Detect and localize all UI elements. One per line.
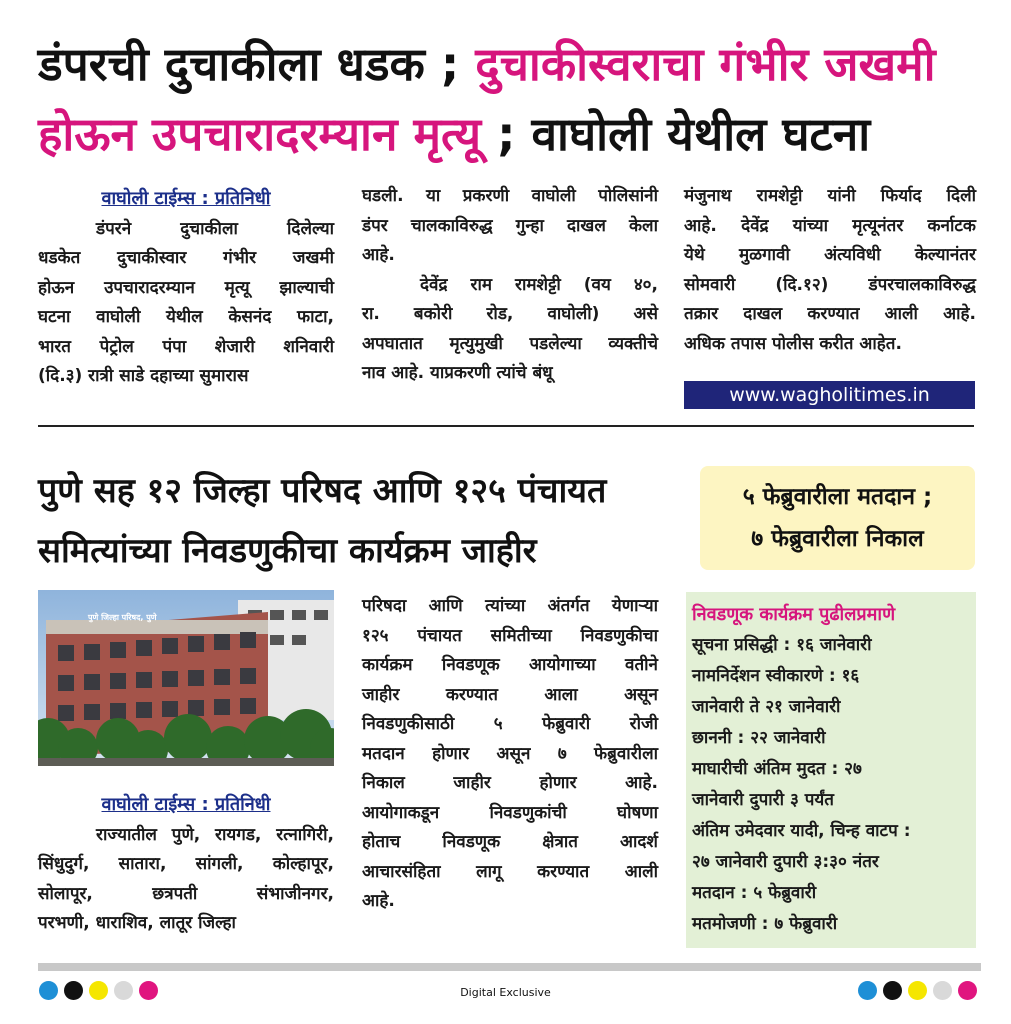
headline-pink-part: दुचाकीस्वराचा गंभीर जखमी [475,37,936,91]
registration-color-dot [958,981,977,1000]
text-line: परभणी, धाराशिव, लातूर जिल्हा [38,913,236,933]
headline-black-part: डंपरची दुचाकीला धडक ; [38,37,460,91]
text-line: सोलापूर, छत्रपती संभाजीनगर, [38,883,334,904]
story1-byline: वाघोली टाईम्स : प्रतिनिधी [101,188,271,209]
registration-color-dot [64,981,83,1000]
text-line: निवडणुकीसाठी ५ फेब्रुवारी रोजी [362,714,658,734]
website-url[interactable]: www.wagholitimes.in [729,384,930,406]
text-line: कार्यक्रम निवडणूक आयोगाच्या वतीने [362,655,658,675]
text-line: मतदान होणार असून ७ फेब्रुवारीला [362,743,658,764]
text-line: आहे. [362,245,395,265]
registration-color-dot [858,981,877,1000]
bottom-rule [38,963,981,971]
voting-date-highlight: ५ फेब्रुवारीला मतदान ; [742,484,933,510]
result-highlight-box [700,466,975,570]
text-line: आचारसंहिता लागू करण्यात आली [362,861,658,882]
schedule-line: अंतिम उमेदवार यादी, चिन्ह वाटप : [692,821,911,841]
text-line: डंपरने दुचाकीला दिलेल्या [96,218,334,239]
text-line: भारत पेट्रोल पंपा शेजारी शनिवारी [38,336,334,357]
text-line: (दि.३) रात्री साडे दहाच्या सुमारास [38,366,249,386]
story1-headline-line1 [38,34,936,94]
schedule-line: जानेवारी दुपारी ३ पर्यंत [692,790,834,810]
story1-headline-line2 [38,104,870,164]
registration-color-dot [883,981,902,1000]
text-line: अपघातात मृत्युमुखी पडलेल्या व्यक्तीचे [362,333,658,354]
text-line: आहे. [362,891,395,911]
registration-color-dot [933,981,952,1000]
zilla-parishad-building-photo [38,590,334,766]
text-line: मंजुनाथ रामशेट्टी यांनी फिर्याद दिली [684,186,976,206]
text-line: तक्रार दाखल करण्यात आली आहे. [684,304,976,324]
schedule-line: मतदान : ५ फेब्रुवारी [692,883,817,903]
digital-exclusive-label: Digital Exclusive [460,986,551,999]
text-line: आयोगाकडून निवडणुकांची घोषणा [362,802,658,823]
schedule-line: छाननी : २२ जानेवारी [692,728,826,748]
schedule-line: नामनिर्देशन स्वीकारणे : १६ [692,666,860,686]
text-line: परिषदा आणि त्यांच्या अंतर्गत येणाऱ्या [362,596,658,616]
registration-color-dot [114,981,133,1000]
story2-headline-line1: पुणे सह १२ जिल्हा परिषद आणि १२५ पंचायत [38,471,607,511]
story2-column-2 [362,592,658,917]
registration-color-dot [908,981,927,1000]
story1-column-2 [362,182,658,389]
schedule-line: मतमोजणी : ७ फेब्रुवारी [692,914,838,934]
section-divider [38,425,974,427]
story2-column-1 [38,790,334,939]
text-line: होताच निवडणूक क्षेत्रात आदर्श [362,832,658,852]
story2-headline-line2: समित्यांच्या निवडणुकीचा कार्यक्रम जाहीर [38,531,537,571]
headline-black-part: ; वाघोली येथील घटना [497,107,871,161]
text-line: रा. बकोरी रोड, वाघोली) असे [362,304,658,324]
registration-color-dot [39,981,58,1000]
story1-column-3 [684,182,976,359]
text-line: होऊन उपचारादरम्यान मृत्यू झाल्याची [38,277,334,298]
text-line: सोमवारी (दि.१२) डंपरचालकाविरुद्ध [684,274,976,295]
text-line: अधिक तपास पोलीस करीत आहेत. [684,333,902,354]
website-url-bar[interactable] [684,381,975,409]
text-line: येथे मुळगावी अंत्यविधी केल्यानंतर [684,245,976,265]
text-line: डंपर चालकाविरुद्ध गुन्हा दाखल केला [362,215,658,236]
story2-byline: वाघोली टाईम्स : प्रतिनिधी [101,794,271,815]
registration-color-dot [139,981,158,1000]
text-line: १२५ पंचायत समितीच्या निवडणुकीचा [362,625,658,646]
story1-column-1 [38,184,334,392]
schedule-line: २७ जानेवारी दुपारी ३:३० नंतर [692,852,879,872]
election-schedule-box [686,592,976,948]
result-date-highlight: ७ फेब्रुवारीला निकाल [751,526,924,552]
text-line: धडकेत दुचाकीस्वार गंभीर जखमी [38,248,334,268]
text-line: सिंधुदुर्ग, सातारा, सांगली, कोल्हापूर, [38,854,334,874]
text-line: घडली. या प्रकरणी वाघोली पोलिसांनी [362,186,658,206]
schedule-title: निवडणूक कार्यक्रम पुढीलप्रमाणे [692,604,896,625]
text-line: राज्यातील पुणे, रायगड, रत्नागिरी, [96,824,334,845]
registration-color-dot [89,981,108,1000]
text-line: निकाल जाहीर होणार आहे. [362,773,658,793]
building-illustration [38,590,334,766]
building-name-sign: पुणे जिल्हा परिषद, पुणे [88,613,157,622]
schedule-line: माघारीची अंतिम मुदत : २७ [692,759,862,779]
schedule-line: सूचना प्रसिद्धी : १६ जानेवारी [692,635,872,655]
text-line: नाव आहे. याप्रकरणी त्यांचे बंधू [362,363,553,383]
text-line: देवेंद्र राम रामशेट्टी (वय ४०, [420,274,658,295]
text-line: घटना वाघोली येथील केसनंद फाटा, [38,307,334,327]
headline-pink-part: होऊन उपचारादरम्यान मृत्यू [38,107,482,161]
text-line: आहे. देवेंद्र यांच्या मृत्यूनंतर कर्नाटक [684,215,976,236]
schedule-line: जानेवारी ते २१ जानेवारी [692,697,841,717]
text-line: जाहीर करण्यात आला असून [362,684,658,705]
